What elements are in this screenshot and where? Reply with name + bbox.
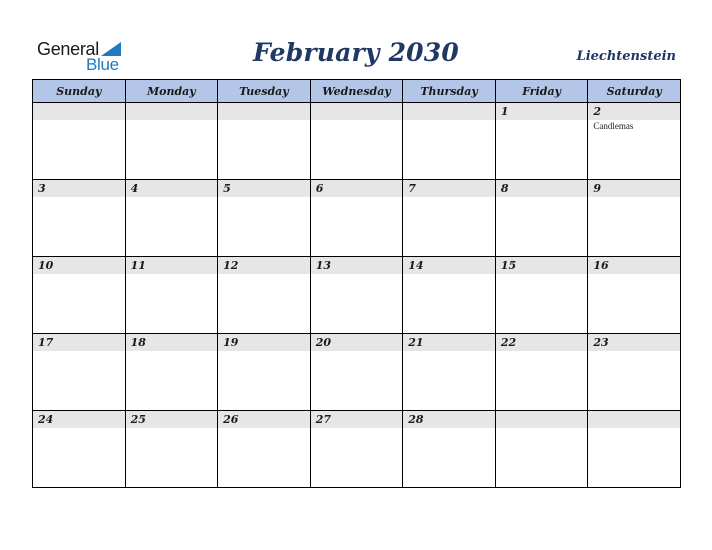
day-bar: [126, 411, 218, 428]
day-cell: [33, 103, 126, 180]
day-number: 14: [408, 259, 424, 272]
day-bar: [588, 411, 680, 428]
day-cell: [495, 257, 588, 334]
day-bar: [311, 103, 403, 120]
calendar-grid: [32, 79, 681, 488]
day-cell: [33, 334, 126, 411]
day-bar: [33, 103, 125, 120]
day-bar: [496, 334, 588, 351]
day-number: 5: [223, 182, 231, 195]
day-cell: [403, 257, 496, 334]
day-cell: [33, 411, 126, 488]
day-bar: [311, 334, 403, 351]
day-cell: [33, 257, 126, 334]
day-bar: [311, 411, 403, 428]
weekday-sunday: Sunday: [33, 80, 126, 103]
day-bar: [311, 180, 403, 197]
day-bar: [403, 103, 495, 120]
weekday-tuesday: Tuesday: [218, 80, 311, 103]
day-cell: [310, 411, 403, 488]
holiday-event: Candlemas: [593, 121, 634, 131]
week-row-5: [33, 411, 681, 488]
day-cell: [125, 103, 218, 180]
day-number: 12: [223, 259, 239, 272]
day-bar: [588, 334, 680, 351]
day-bar: [403, 411, 495, 428]
day-cell: [495, 334, 588, 411]
weekday-saturday: Saturday: [588, 80, 681, 103]
day-number: 17: [38, 336, 54, 349]
day-number: 21: [408, 336, 424, 349]
weekday-wednesday: Wednesday: [310, 80, 403, 103]
day-number: 18: [130, 336, 146, 349]
day-cell: [125, 257, 218, 334]
day-number: 22: [500, 336, 517, 349]
logo-text-blue: Blue: [86, 55, 119, 74]
day-number: 15: [500, 259, 517, 272]
day-bar: [33, 257, 125, 274]
day-number: 1: [500, 105, 509, 118]
day-cell: [33, 180, 126, 257]
day-number: 2: [593, 105, 602, 118]
day-bar: [588, 180, 680, 197]
day-cell: [495, 180, 588, 257]
day-cell: [125, 180, 218, 257]
day-number: 28: [408, 413, 424, 426]
day-cell: [218, 411, 311, 488]
day-bar: [496, 180, 588, 197]
day-bar: [218, 257, 310, 274]
day-number: 16: [593, 259, 609, 272]
day-number: 13: [315, 259, 331, 272]
day-bar: [126, 257, 218, 274]
weekday-header-row: [33, 80, 681, 103]
day-bar: [588, 257, 680, 274]
day-number: 11: [130, 259, 146, 272]
day-cell: [588, 103, 681, 180]
day-bar: [403, 257, 495, 274]
week-row-2: [33, 180, 681, 257]
day-cell: [310, 257, 403, 334]
calendar-title: February 2030: [253, 38, 459, 67]
day-cell: [403, 180, 496, 257]
day-number: 26: [223, 413, 239, 426]
day-bar: [33, 411, 125, 428]
day-bar: [403, 180, 495, 197]
day-number: 25: [130, 413, 146, 426]
day-cell: [495, 103, 588, 180]
day-bar: [33, 180, 125, 197]
day-bar: [311, 257, 403, 274]
day-cell: [218, 180, 311, 257]
day-bar: [33, 334, 125, 351]
day-number: 8: [500, 182, 509, 195]
day-cell: [310, 334, 403, 411]
day-cell: [218, 103, 311, 180]
day-cell: [310, 103, 403, 180]
week-row-4: [33, 334, 681, 411]
logo-text-general: General: [37, 39, 99, 59]
day-bar: [403, 334, 495, 351]
day-cell: [125, 334, 218, 411]
day-cell: [218, 334, 311, 411]
day-number: 23: [593, 336, 609, 349]
day-cell: [403, 411, 496, 488]
day-cell: [495, 411, 588, 488]
day-bar: [496, 103, 588, 120]
day-cell: [218, 257, 311, 334]
day-bar: [588, 103, 680, 120]
day-cell: [125, 411, 218, 488]
day-number: 20: [315, 336, 331, 349]
day-bar: [496, 257, 588, 274]
day-bar: [126, 103, 218, 120]
day-number: 27: [315, 413, 331, 426]
country-label: Liechtenstein: [576, 49, 676, 64]
day-cell: [588, 334, 681, 411]
day-cell: [588, 411, 681, 488]
day-number: 24: [38, 413, 54, 426]
day-number: 6: [315, 182, 324, 195]
day-cell: [403, 334, 496, 411]
day-number: 9: [593, 182, 602, 195]
day-cell: [403, 103, 496, 180]
week-row-1: [33, 103, 681, 180]
day-number: 19: [223, 336, 239, 349]
week-row-3: [33, 257, 681, 334]
day-bar: [126, 180, 218, 197]
day-bar: [126, 334, 218, 351]
weekday-friday: Friday: [495, 80, 588, 103]
day-bar: [218, 334, 310, 351]
day-number: 7: [408, 182, 416, 195]
day-cell: [310, 180, 403, 257]
day-number: 10: [38, 259, 54, 272]
day-bar: [218, 103, 310, 120]
day-cell: [588, 257, 681, 334]
weekday-monday: Monday: [125, 80, 218, 103]
day-bar: [218, 411, 310, 428]
day-bar: [218, 180, 310, 197]
day-cell: [588, 180, 681, 257]
day-number: 3: [38, 182, 46, 195]
weekday-thursday: Thursday: [403, 80, 496, 103]
day-bar: [496, 411, 588, 428]
day-number: 4: [130, 182, 139, 195]
